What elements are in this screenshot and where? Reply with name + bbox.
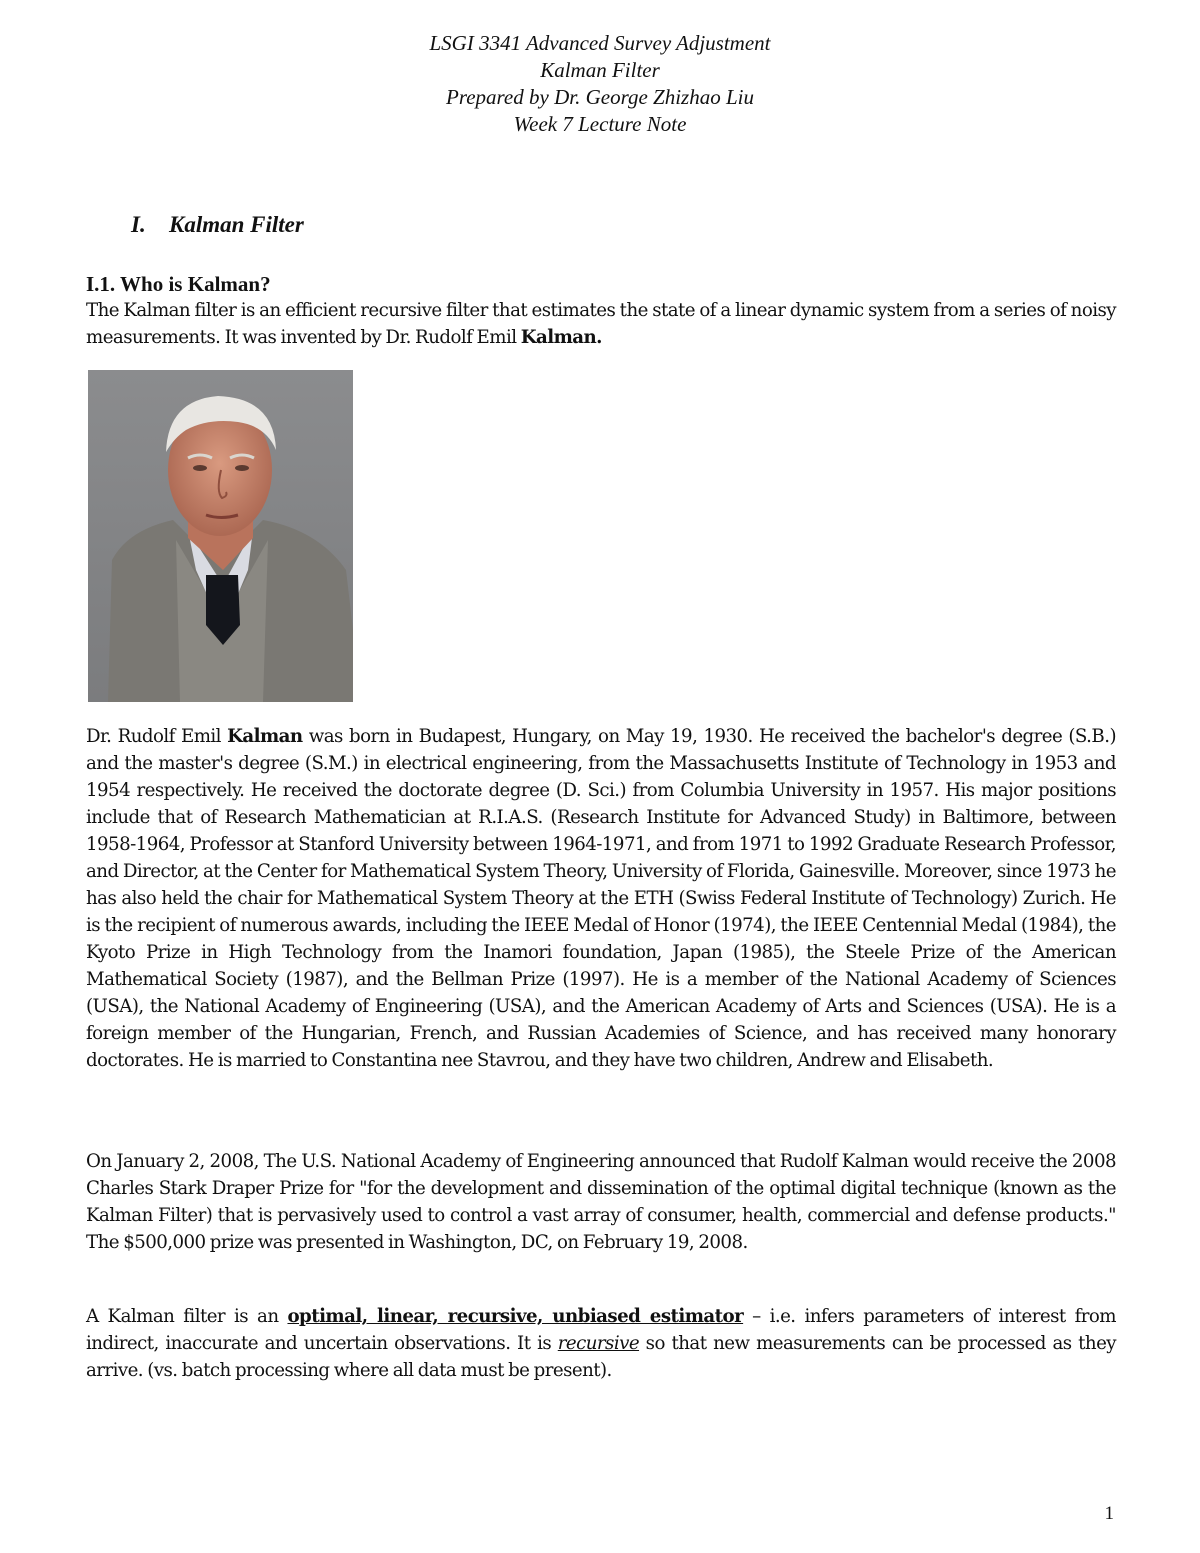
author-line: Prepared by Dr. George Zhizhao Liu: [446, 85, 754, 109]
kalman-portrait-photo: [88, 370, 353, 702]
document-header: [0, 30, 1200, 138]
intro-text: The Kalman filter is an efficient recursive filter that estimates the state of a linear dynamic system from a series of noisy measurements. It was invented by Dr. Rudolf Emil: [86, 300, 1116, 348]
bio-text: was born in Budapest, Hungary, on May 19, 1930. He received the bachelor's degree (S.B.) and the master's degree (S.M.) in electrical engineering, from the Massachusetts Institute of Technology in 1953 and 1954 respectively. He received the doctorate degree (D. Sci.) from Columbia University in 1957. His major positions include that of Research Mathematician at R.I.A.S. (Research Institute for Advanced Study) in Baltimore, between 1958-1964, Professor at Stanford University between 1964-1971, and from 1971 to 1992 Graduate Research Professor, and Director, at the Center for Mathematical System Theory, University of Florida, Gainesville. Moreover, since 1973 he has also held the chair for Mathematical System Theory at the ETH (Swiss Federal Institute of Technology) Zurich. He is the recipient of numerous awards, including the IEEE Medal of Honor (1974), the IEEE Centennial Medal (1984), the Kyoto Prize in High Technology from the Inamori foundation, Japan (1985), the Steele Prize of the American Mathematical Society (1987), and the Bellman Prize (1997). He is a member of the National Academy of Sciences (USA), the National Academy of Engineering (USA), and the American Academy of Arts and Sciences (USA). He is a foreign member of the Hungarian, French, and Russian Academies of Science, and has received many honorary doctorates. He is married to Constantina nee Stavrou, and they have two children, Andrew and Elisabeth.: [86, 726, 1116, 1071]
course-title: LSGI 3341 Advanced Survey Adjustment: [429, 31, 771, 55]
definition-recursive: recursive: [557, 1333, 640, 1354]
biography-paragraph: [86, 723, 1116, 1074]
section-heading: [131, 212, 304, 238]
section-title: Kalman Filter: [169, 212, 304, 237]
intro-bold-name: Kalman.: [520, 327, 602, 348]
definition-post: so that new measurements can be processed as they arrive. (vs. batch processing where all data must be present).: [86, 1333, 1117, 1381]
definition-mid: – i.e. infers parameters of interest from indirect, inaccurate and uncertain observations. It is: [86, 1306, 1116, 1354]
bio-bold-name: Kalman: [227, 726, 303, 747]
bio-pre: Dr. Rudolf Emil: [86, 726, 228, 747]
definition-emphasis: optimal, linear, recursive, unbiased estimator: [287, 1306, 744, 1327]
topic-title: Kalman Filter: [540, 58, 660, 82]
subsection-heading: I.1. Who is Kalman?: [86, 272, 271, 296]
page-number: 1: [1104, 1503, 1114, 1524]
intro-paragraph: [86, 297, 1116, 351]
section-number: I.: [131, 212, 146, 237]
definition-paragraph: [86, 1303, 1116, 1384]
definition-pre: A Kalman filter is an: [86, 1306, 288, 1327]
prize-paragraph: On January 2, 2008, The U.S. National Academy of Engineering announced that Rudolf Kalman would receive the 2008 Charles Stark Draper Prize for "for the development and dissemination of the optimal digital technique (known as the Kalman Filter) that is pervasively used to control a vast array of consumer, health, commercial and defense products." The $500,000 prize was presented in Washington, DC, on February 19, 2008.: [86, 1151, 1116, 1253]
week-line: Week 7 Lecture Note: [513, 112, 687, 136]
